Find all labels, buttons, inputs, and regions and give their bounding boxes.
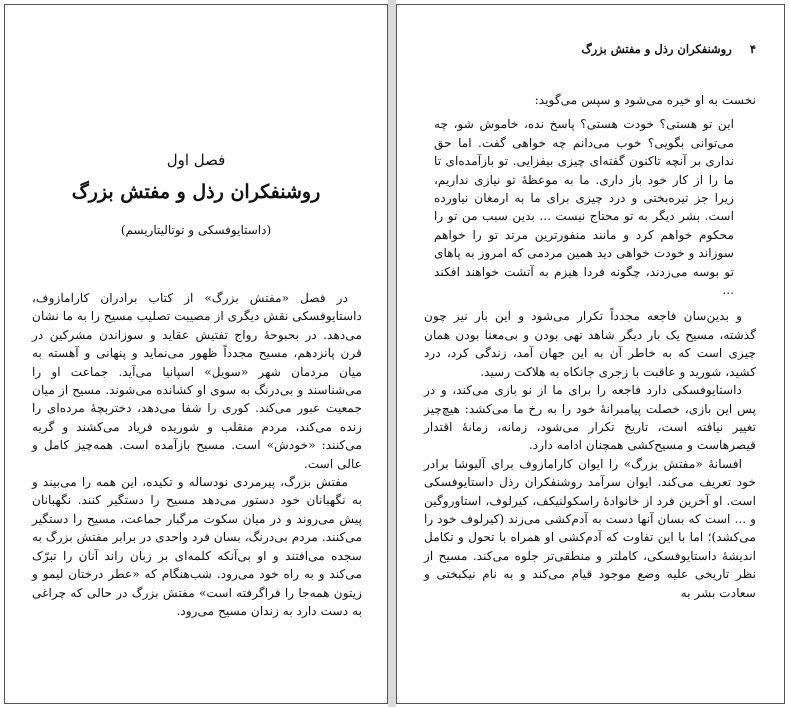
body-paragraph: و بدین‌سان فاجعه مجدداً تکرار می‌شود و این بار نیز چون گذشته، مسیح یک بار دیگر شاهد تهی بودن و بی‌معنا بودن همان چیزی است که به خاطر آن به این جهان آمد، زندگی کرد، درد کشید، شورید و عاقبت با زجری جانکاه به هلاکت رسید. xyxy=(424,309,756,379)
page-gutter xyxy=(388,0,396,707)
page-number: ۴ xyxy=(749,42,756,56)
chapter-subtitle: (داستایوفسکی و توتالیتاریسم) xyxy=(120,223,272,237)
right-page xyxy=(396,4,785,704)
left-page xyxy=(4,4,388,704)
lead-line: نخست به او خیره می‌شود و سپس می‌گوید: xyxy=(534,93,756,107)
chapter-title: روشنفکران رذل و مفتش بزرگ xyxy=(71,181,321,203)
right-body-text xyxy=(424,91,756,602)
running-head-title: روشنفکران رذل و مفتش بزرگ xyxy=(581,42,732,56)
left-body-text xyxy=(32,289,362,620)
body-paragraph: مفتش بزرگ، پیرمردی نودساله و تکیده، این همه را می‌بیند و به نگهبانان خود دستور می‌دهد مسیح را دستگیر کنند. نگهبانان پیش می‌روند و در میان سکوت مرگبار جماعت، مسیح را دستگیر می‌کنند. مردم بی‌درنگ، بسان فرد واحدی در برابر مفتش بزرگ به سجده می‌افتند و او بی‌آنکه کلمه‌ای بر زبان راند آنان را تبرّک می‌کند و به راه خود می‌رود. شب‌هنگام که «عطر درختان لیمو و زیتون همه‌جا را فراگرفته است» مفتش بزرگ در حالی که چراغی به دست دارد به زندان مسیح می‌رود. xyxy=(32,475,362,618)
block-quote: این تو هستی؟ خودت هستی؟ پاسخ نده، خاموش شو، چه می‌توانی بگویی؟ خوب می‌دانم چه خواهی گفت. اما حق نداری بر آنچه تاکنون گفته‌ای چیزی بیفزایی. تو بازآمده‌ای تا ما را از کار خود باز داری. ما به موعظهٔ تو نیازی نداریم، زیرا جز تیره‌بختی و درد چیزی برای ما به ارمغان نیاورده است. بشر دیگر به تو محتاج نیست ... بدین سبب من تو را محکوم خواهم کرد و مانند منفورترین مرتد تو را خواهم سوزاند و خودت خواهی دید همین مردمی که امروز به پاهای تو بوسه می‌زدند، چگونه فردا هیزم به آتشت خواهند افکند ... xyxy=(434,117,734,298)
body-paragraph: در فصل «مفتش بزرگ» از کتاب برادران کارامازوف، داستایوفسکی نقش دیگری از مصیبت تصلیب مسیح را به ما نشان می‌دهد. در بحبوحهٔ رواج تفتیش عقاید و سوزاندن مشرکین در قرن پانزدهم، مسیح مجدداً ظهور می‌نماید و پنهانی و آهسته به میان مردمان شهر «سویل» اسپانیا می‌آید. جماعت او را می‌شناسند و بی‌درنگ به سوی او کشانده می‌شوند. مسیح از میان جمعیت عبور می‌کند. کوری را شفا می‌دهد، دختربچهٔ مرده‌ای را زنده می‌کند، مردم منقلب و شوریده فریاد می‌کشند و گریه می‌کنند: «خودش» است. مسیح بازآمده است. همه‌چیز کامل و عالی است. xyxy=(32,291,362,471)
body-paragraph: افسانهٔ «مفتش بزرگ» را ایوان کارامازوف برای آلیوشا برادر خود تعریف می‌کند. ایوان سرآمد روشنفکران رذل داستایوفسکی است. او آخرین فرد از خانوادهٔ راسکولنیکف، کیرلوف، استاوروگین و ... است که بسان آنها دست به آدم‌کشی می‌زند (کیرلوف خود را می‌کشد)؛ اما با این تفاوت که آدم‌کشی او همراه با تحول و تکامل اندیشهٔ داستایوفسکی، کاملتر و منطقی‌تر جلوه می‌کند. مسیح از نظر تاریخی علیه وضع موجود قیام می‌کند و به نام نیکبختی و سعادت بشر به xyxy=(424,456,756,600)
chapter-label: فصل اول xyxy=(166,151,226,169)
running-head xyxy=(581,42,756,56)
body-paragraph: داستایوفسکی دارد فاجعه را برای ما از نو بازی می‌کند، و در پس این بازی، خصلت پیامبرانهٔ خود را به رخ ما می‌کشد: هیچ‌چیز تغییر نیافته است، تاریخ تکرار می‌شود، زمانه، زمانهٔ اقتدار قیصرهاست و مسیح‌کشی همچنان ادامه دارد. xyxy=(424,383,756,453)
